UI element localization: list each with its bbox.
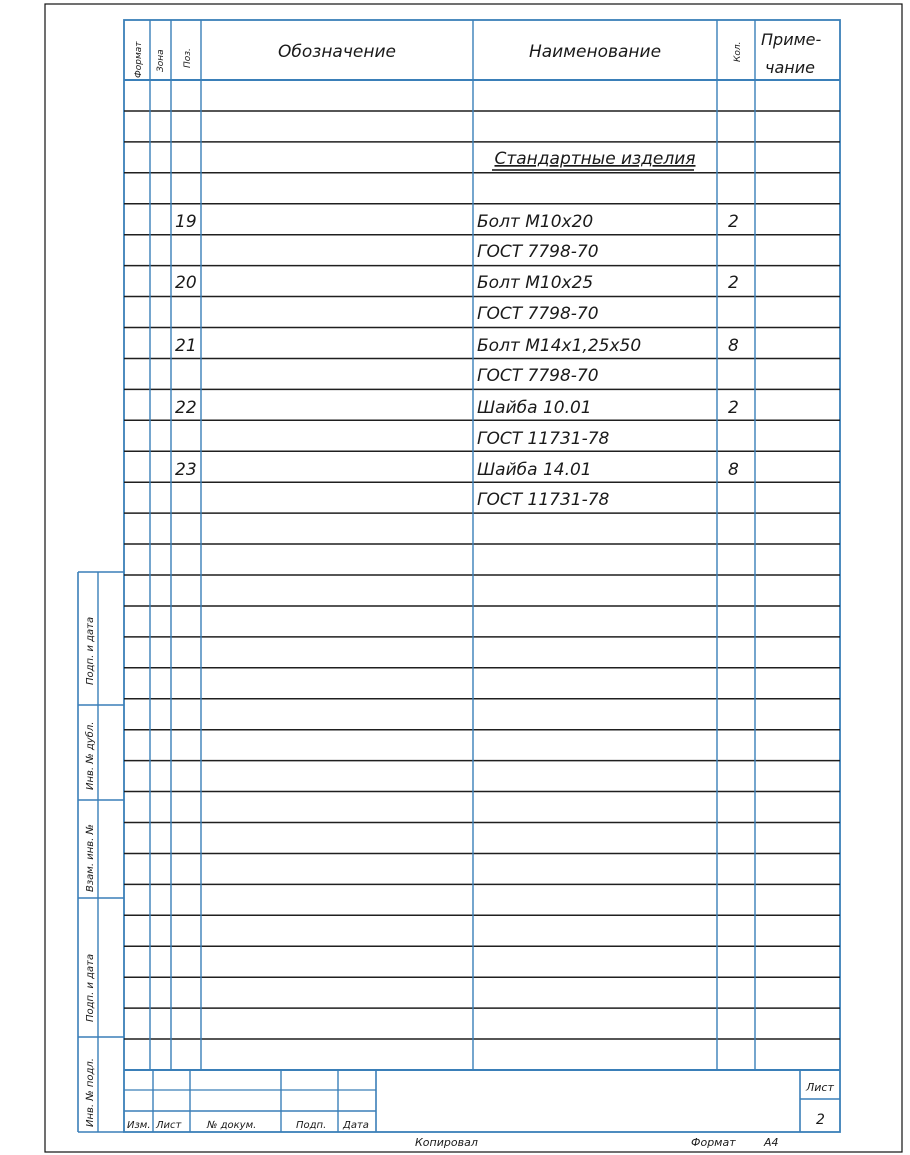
header-format: Формат	[134, 41, 144, 78]
item-name: Шайба 10.01	[477, 398, 592, 418]
tb-list: Лист	[156, 1120, 182, 1131]
item-standard: ГОСТ 7798-70	[477, 242, 599, 262]
header-note-line2: чание	[765, 58, 815, 77]
tb-sheet-label: Лист	[806, 1081, 834, 1094]
header-pos: Поз.	[183, 48, 193, 68]
side-label-orig-inv: Инв. № подл.	[85, 1058, 96, 1127]
side-label-sign-date-2: Подп. и дата	[85, 953, 96, 1022]
item-qty: 2	[728, 212, 739, 232]
side-label-dup-inv: Инв. № дубл.	[85, 721, 96, 790]
item-qty: 8	[728, 336, 739, 356]
header-designation: Обозначение	[278, 42, 396, 62]
item-pos: 22	[175, 398, 197, 418]
tb-izm: Изм.	[127, 1120, 151, 1131]
side-label-sign-date: Подп. и дата	[85, 616, 96, 685]
header-note-line1: Приме-	[761, 30, 822, 49]
item-qty: 2	[728, 273, 739, 293]
item-row	[175, 460, 739, 510]
item-name: Шайба 14.01	[477, 460, 592, 480]
item-row	[175, 212, 739, 262]
item-standard: ГОСТ 7798-70	[477, 304, 599, 324]
item-pos: 19	[175, 212, 197, 232]
item-row	[175, 398, 739, 449]
item-row	[175, 273, 739, 324]
item-standard: ГОСТ 11731-78	[477, 490, 610, 510]
section-title: Стандартные изделия	[494, 149, 696, 169]
tb-sheet-number: 2	[816, 1112, 825, 1128]
item-name: Болт М14х1,25х50	[477, 336, 642, 356]
item-row	[175, 336, 739, 386]
item-standard: ГОСТ 11731-78	[477, 429, 610, 449]
header-qty: Кол.	[733, 41, 743, 62]
tb-doc-no: № докум.	[207, 1120, 257, 1131]
item-pos: 20	[175, 273, 197, 293]
item-standard: ГОСТ 7798-70	[477, 366, 599, 386]
header-name: Наименование	[528, 42, 662, 62]
item-name: Болт М10х25	[477, 273, 594, 293]
footer-format-label: Формат	[691, 1136, 736, 1149]
item-qty: 2	[728, 398, 739, 418]
side-label-replace-inv: Взам. инв. №	[85, 824, 96, 892]
tb-sign: Подп.	[296, 1120, 327, 1131]
header-zone: Зона	[156, 49, 166, 72]
main-frame	[124, 20, 840, 1132]
column-lines	[150, 20, 755, 1070]
item-name: Болт М10х20	[477, 212, 594, 232]
tb-date: Дата	[343, 1120, 369, 1131]
footer-format-value: А4	[764, 1136, 779, 1149]
item-pos: 21	[175, 336, 197, 356]
item-pos: 23	[175, 460, 197, 480]
footer-copied: Копировал	[415, 1136, 478, 1149]
item-qty: 8	[728, 460, 739, 480]
